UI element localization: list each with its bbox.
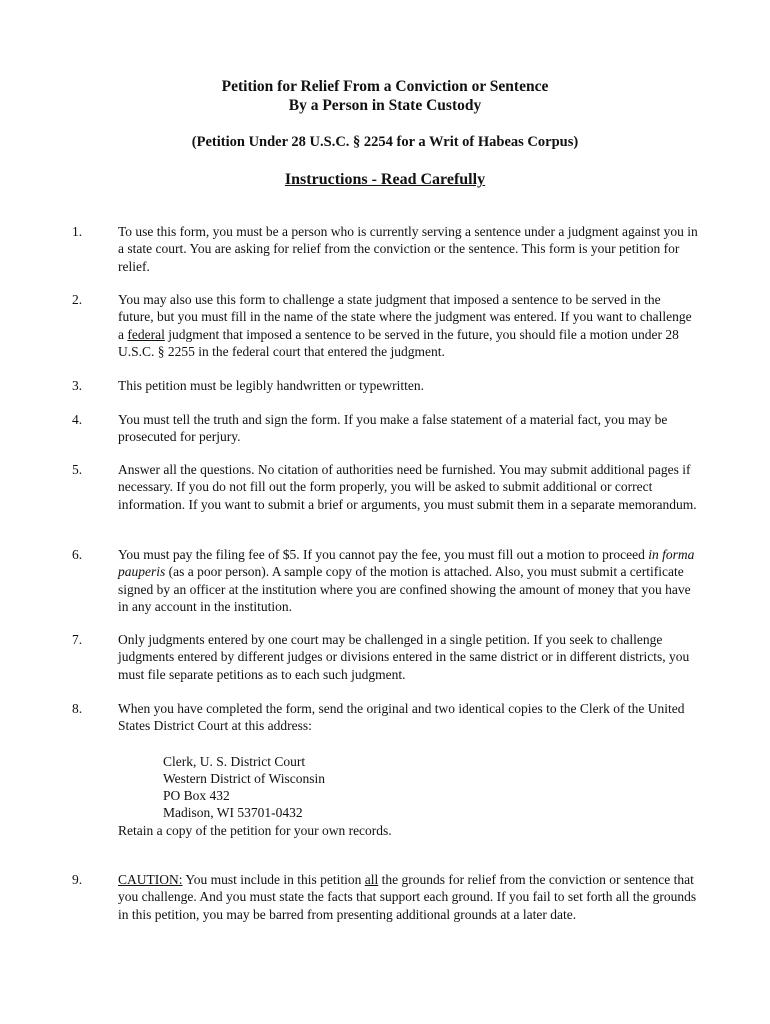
document-subtitle: (Petition Under 28 U.S.C. § 2254 for a Writ of Habeas Corpus): [191, 134, 579, 150]
item-number: 8.: [72, 701, 83, 716]
address-line: Madison, WI 53701-0432: [163, 805, 303, 821]
address-line: PO Box 432: [163, 788, 230, 804]
item-number: 1.: [72, 224, 83, 239]
address-line: Western District of Wisconsin: [163, 770, 325, 786]
item-number: 3.: [72, 378, 83, 393]
retain-note: Retain a copy of the petition for your own records.: [118, 822, 392, 838]
item-text: Answer all the questions. No citation of authorities need be furnished. You may submit additional pages if necessary. If you do not fill out the form properly, you will be asked to submit additional or correct information. If you want to submit a brief or arguments, you must submit them in a separate memorandum.: [118, 462, 697, 512]
caution-label: CAUTION:: [118, 872, 183, 887]
item-number: 4.: [72, 412, 83, 427]
item-text: To use this form, you must be a person who is currently serving a sentence under a judgment against you in a state court. You are asking for relief from the conviction or the sentence. This form is your petition for relief.: [118, 224, 698, 274]
instructions-heading: Instructions - Read Carefully: [284, 171, 486, 188]
item-text: CAUTION: You must include in this petition all the grounds for relief from the conviction or sentence that you challenge. And you must state the facts that support each ground. If you fail to set forth all the grounds in this petition, you may be barred from presenting additional grounds at a later date.: [118, 872, 697, 922]
item-text: This petition must be legibly handwritten or typewritten.: [118, 378, 424, 393]
underlined-word: federal: [127, 326, 165, 342]
item-number: 7.: [72, 632, 83, 647]
item-text: When you have completed the form, send the original and two identical copies to the Clerk of the United States District Court at this address:: [118, 701, 685, 734]
item-text: You must tell the truth and sign the form. If you make a false statement of a material fact, you may be prosecuted for perjury.: [118, 412, 668, 445]
item-number: 9.: [72, 872, 83, 887]
document-title-line2: By a Person in State Custody: [288, 97, 482, 114]
item-text: Only judgments entered by one court may be challenged in a single petition. If you seek to challenge judgments entered by different judges or divisions entered in the same district or in different districts, you must file separate petitions as to each such judgment.: [118, 632, 690, 682]
underlined-word: all: [364, 872, 379, 887]
clerk-address: [163, 753, 698, 822]
item-text: You may also use this form to challenge a state judgment that imposed a sentence to be served in the future, but you must fill in the name of the state where the judgment was entered. If you want to challenge a federal judgment that imposed a sentence to be served in the future, you should file a motion under 28 U.S.C. § 2255 in the federal court that entered the judgment.: [118, 292, 692, 359]
italic-phrase: in forma pauperis: [118, 547, 695, 580]
item-number: 6.: [72, 547, 83, 562]
item-number: 2.: [72, 292, 83, 307]
address-line: Clerk, U. S. District Court: [163, 753, 306, 769]
item-number: 5.: [72, 462, 83, 477]
item-text: You must pay the filing fee of $5. If you cannot pay the fee, you must fill out a motion to proceed in forma pauperis (as a poor person). A sample copy of the motion is attached. Also, you must submit a certificate signed by an officer at the institution where you are confined showing the amount of money that you have in any account in the institution.: [118, 547, 695, 614]
document-title-line1: Petition for Relief From a Conviction or Sentence: [221, 78, 549, 95]
